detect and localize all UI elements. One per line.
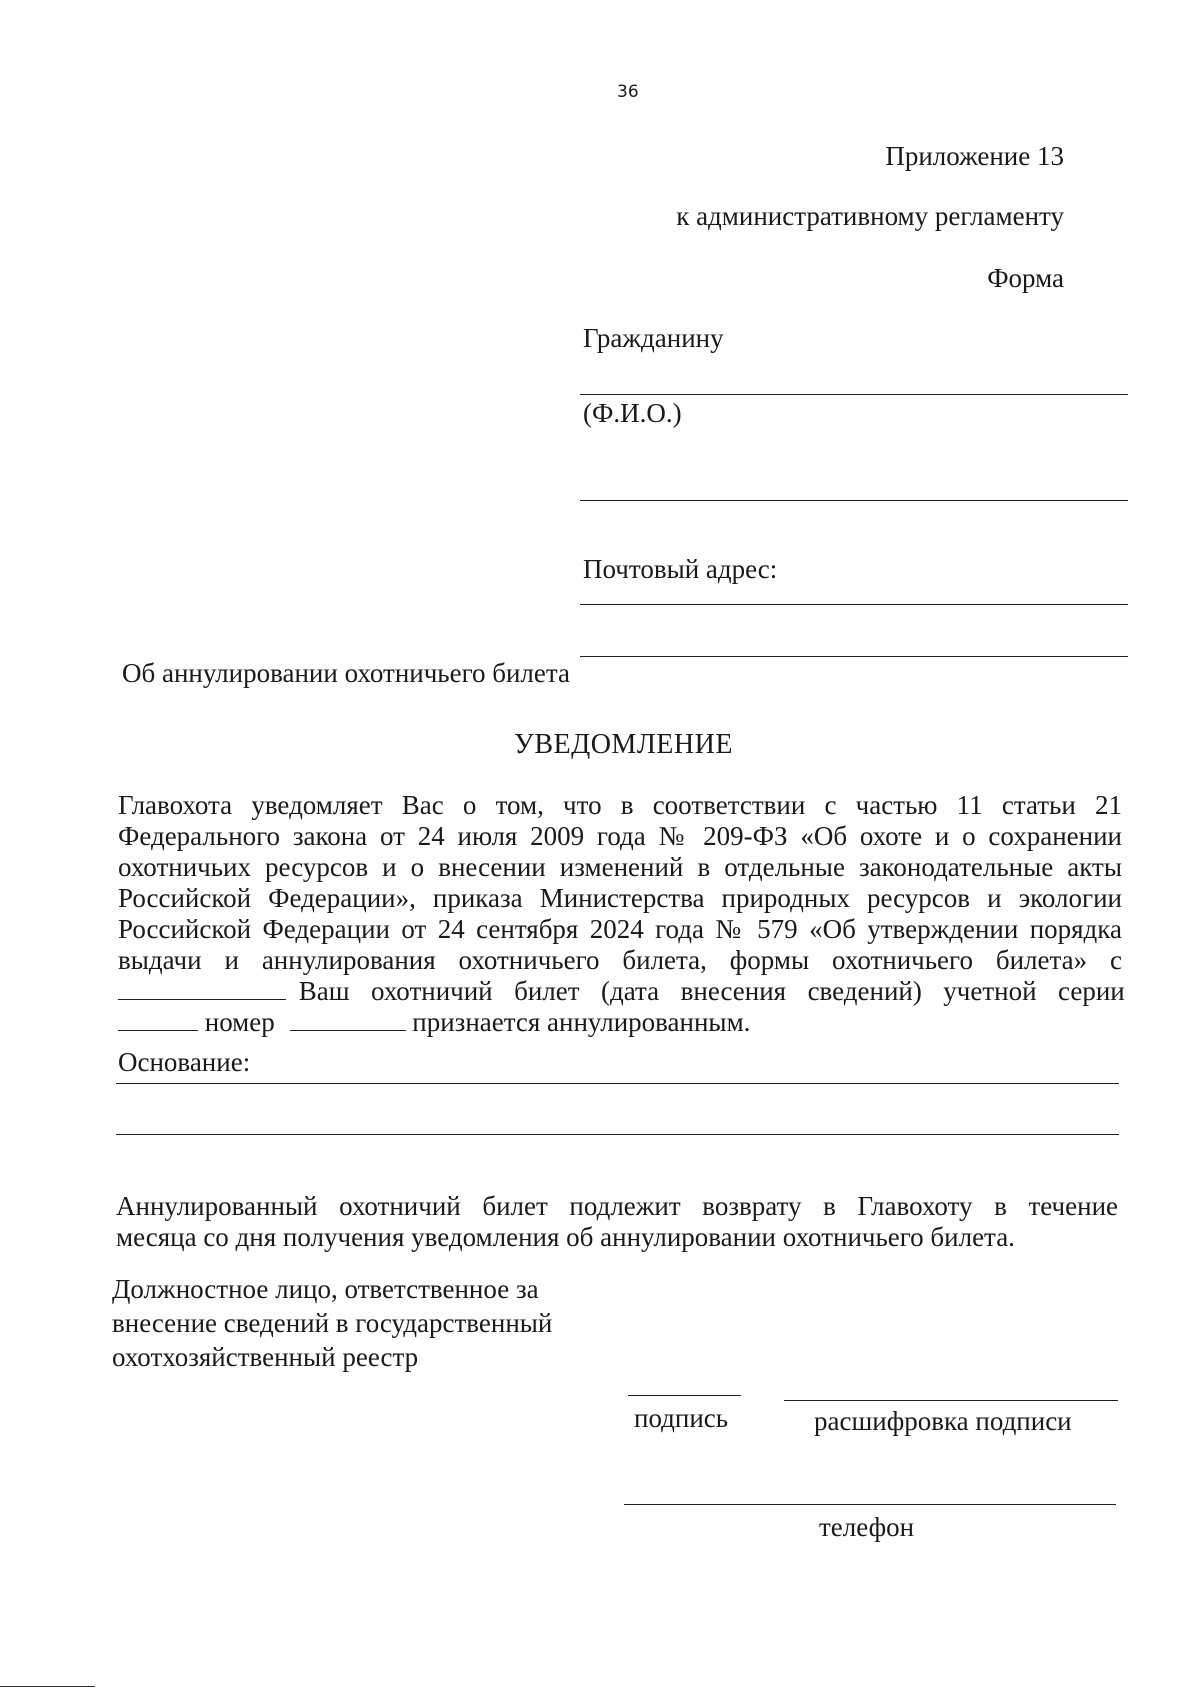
return-note-line: Аннулированный охотничий билет подлежит возврату в Главохоту в течение	[116, 1191, 1118, 1221]
basis-label: Основание:	[118, 1047, 251, 1077]
body-line-date	[118, 976, 1125, 1007]
series-blank	[118, 1008, 198, 1031]
date-blank	[118, 977, 286, 1000]
scan-edge-line	[0, 1686, 95, 1687]
address-line-1	[580, 604, 1128, 605]
document-title: УВЕДОМЛЕНИЕ	[514, 729, 733, 760]
fio-extra-line	[580, 500, 1128, 501]
page-number: 36	[617, 82, 639, 102]
basis-line-1	[116, 1083, 1119, 1084]
phone-line	[624, 1504, 1116, 1505]
number-label: номер	[204, 1007, 275, 1037]
body-line: Главохота уведомляет Вас о том, что в соответствии с частью 11 статьи 21	[118, 790, 1122, 820]
official-line: охотхозяйственный реестр	[112, 1342, 419, 1372]
official-block	[112, 1272, 552, 1374]
body-line: Российской Федерации от 24 сентября 2024 года № 579 «Об утверждении порядка	[118, 914, 1122, 944]
signature-decode-caption: расшифровка подписи	[814, 1406, 1072, 1436]
citizen-label: Гражданину	[583, 323, 724, 353]
address-line-2	[580, 656, 1128, 657]
official-line: Должностное лицо, ответственное за	[112, 1274, 539, 1304]
body-line: охотничьих ресурсов и о внесении изменений в отдельные законодательные акты	[118, 852, 1122, 882]
ticket-text: Ваш охотничий билет (дата внесения сведений) учетной серии	[298, 976, 1125, 1006]
body-line: выдачи и аннулирования охотничьего билета, формы охотничьего билета» с	[118, 945, 1122, 975]
form-label: Форма	[987, 263, 1064, 293]
phone-caption: телефон	[819, 1512, 915, 1542]
fio-line	[580, 394, 1128, 395]
appendix-label: Приложение 13	[885, 141, 1064, 171]
basis-line-2	[116, 1134, 1119, 1135]
annulled-text: признается аннулированным.	[412, 1007, 751, 1037]
signature-line	[628, 1395, 741, 1396]
number-blank	[290, 1008, 406, 1031]
regulation-label: к административному регламенту	[676, 201, 1064, 231]
postal-address-label: Почтовый адрес:	[583, 554, 778, 584]
return-note-line: месяца со дня получения уведомления об аннулировании охотничьего билета.	[116, 1222, 1015, 1252]
body-line: Российской Федерации», приказа Министерства природных ресурсов и экологии	[118, 883, 1122, 913]
notice-body	[118, 790, 1125, 1038]
fio-caption: (Ф.И.О.)	[583, 398, 682, 428]
body-line-number	[118, 1007, 1122, 1038]
body-line: Федерального закона от 24 июля 2009 года № 209-ФЗ «Об охоте и о сохранении	[118, 821, 1122, 851]
official-line: внесение сведений в государственный	[112, 1308, 553, 1338]
subject-line: Об аннулировании охотничьего билета	[122, 658, 571, 688]
signature-decode-line	[784, 1400, 1118, 1401]
signature-caption: подпись	[634, 1403, 729, 1433]
return-note	[116, 1191, 1118, 1253]
